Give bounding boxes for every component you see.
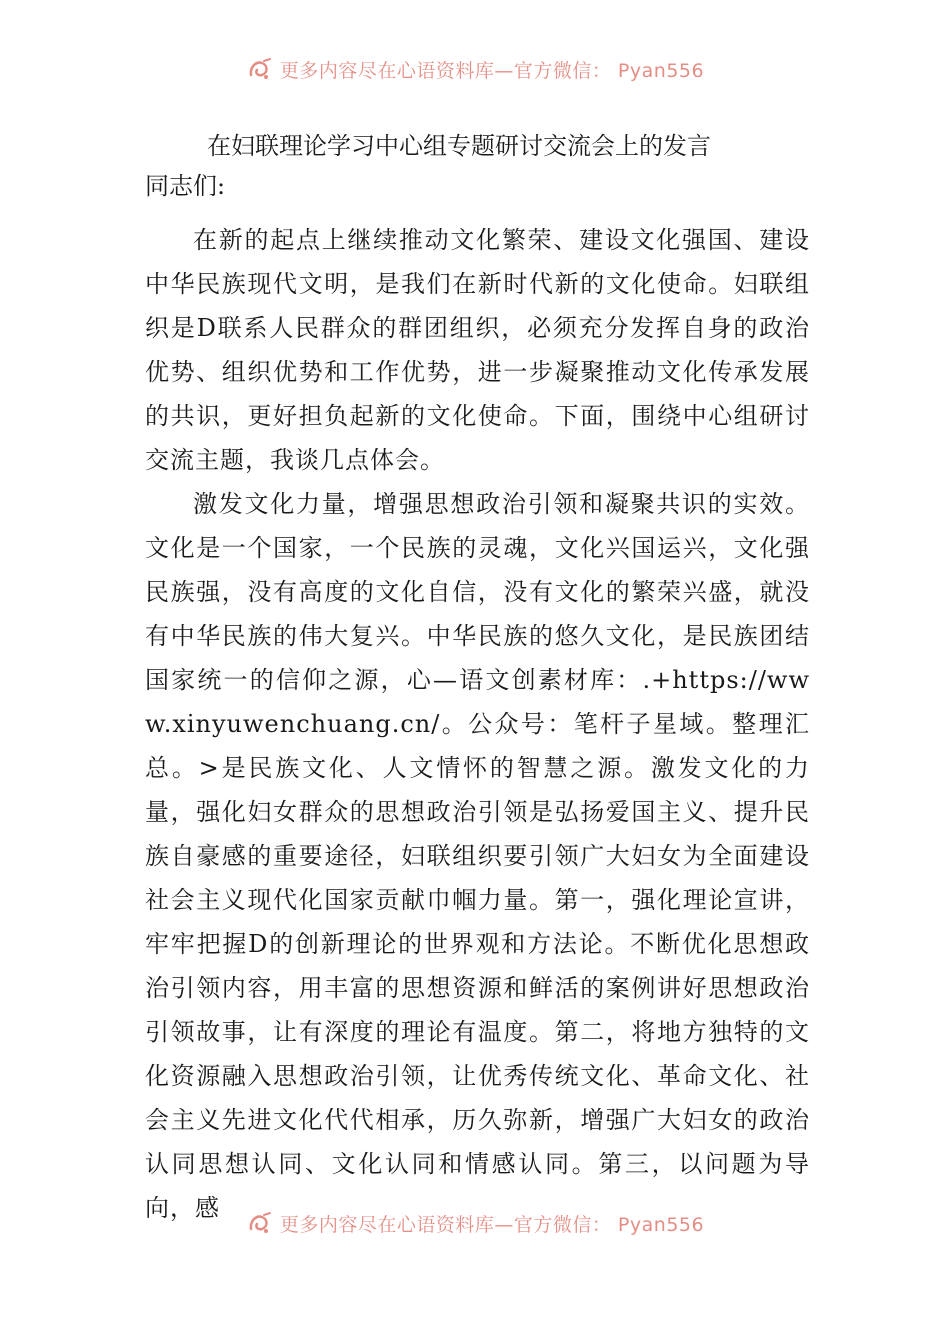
paragraph-2: 激发文化力量，增强思想政治引领和凝聚共识的实效。文化是一个国家，一个民族的灵魂，文化兴国运兴，文化强民族强，没有高度的文化自信，没有文化的繁荣兴盛，就没有中华民族的伟大复兴。中华民族的悠久文化，是民族团结国家统一的信仰之源，心—语文创素材库：.+https://www.xinyuwenchuang.cn/。公众号：笔杆子星域。整理汇总。>是民族文化、人文情怀的智慧之源。激发文化的力量，强化妇女群众的思想政治引领是弘扬爱国主义、提升民族自豪感的重要途径，妇联组织要引领广大妇女为全面建设社会主义现代化国家贡献巾帼力量。第一，强化理论宣讲，牢牢把握D的创新理论的世界观和方法论。不断优化思想政治引领内容，用丰富的思想资源和鲜活的案例讲好思想政治引领故事，让有深度的理论有温度。第二，将地方独特的文化资源融入思想政治引领，让优秀传统文化、革命文化、社会主义先进文化代代相承，历久弥新，增强广大妇女的政治认同思想认同、文化认同和情感认同。第三，以问题为导向，感 bbox=[145, 490, 810, 1222]
watermark-banner-bottom bbox=[0, 1206, 950, 1240]
document-title: 在妇联理论学习中心组专题研讨交流会上的发言 bbox=[207, 132, 711, 160]
paragraph-1: 在新的起点上继续推动文化繁荣、建设文化强国、建设中华民族现代文明，是我们在新时代新的文化使命。妇联组织是D联系人民群众的群团组织，必须充分发挥自身的政治优势、组织优势和工作优势，进一步凝聚推动文化传承发展的共识，更好担负起新的文化使命。下面，围绕中心组研讨交流主题，我谈几点体会。 bbox=[145, 226, 810, 474]
document-body bbox=[145, 126, 810, 1230]
watermark-logo-icon bbox=[246, 55, 274, 83]
watermark-text: 更多内容尽在心语资料库—官方微信： Pyan556 bbox=[279, 1213, 705, 1236]
watermark-logo-icon bbox=[246, 1209, 274, 1237]
watermark-text: 更多内容尽在心语资料库—官方微信： Pyan556 bbox=[279, 59, 705, 82]
document-greeting: 同志们: bbox=[145, 172, 226, 200]
watermark-banner-top bbox=[0, 52, 950, 86]
